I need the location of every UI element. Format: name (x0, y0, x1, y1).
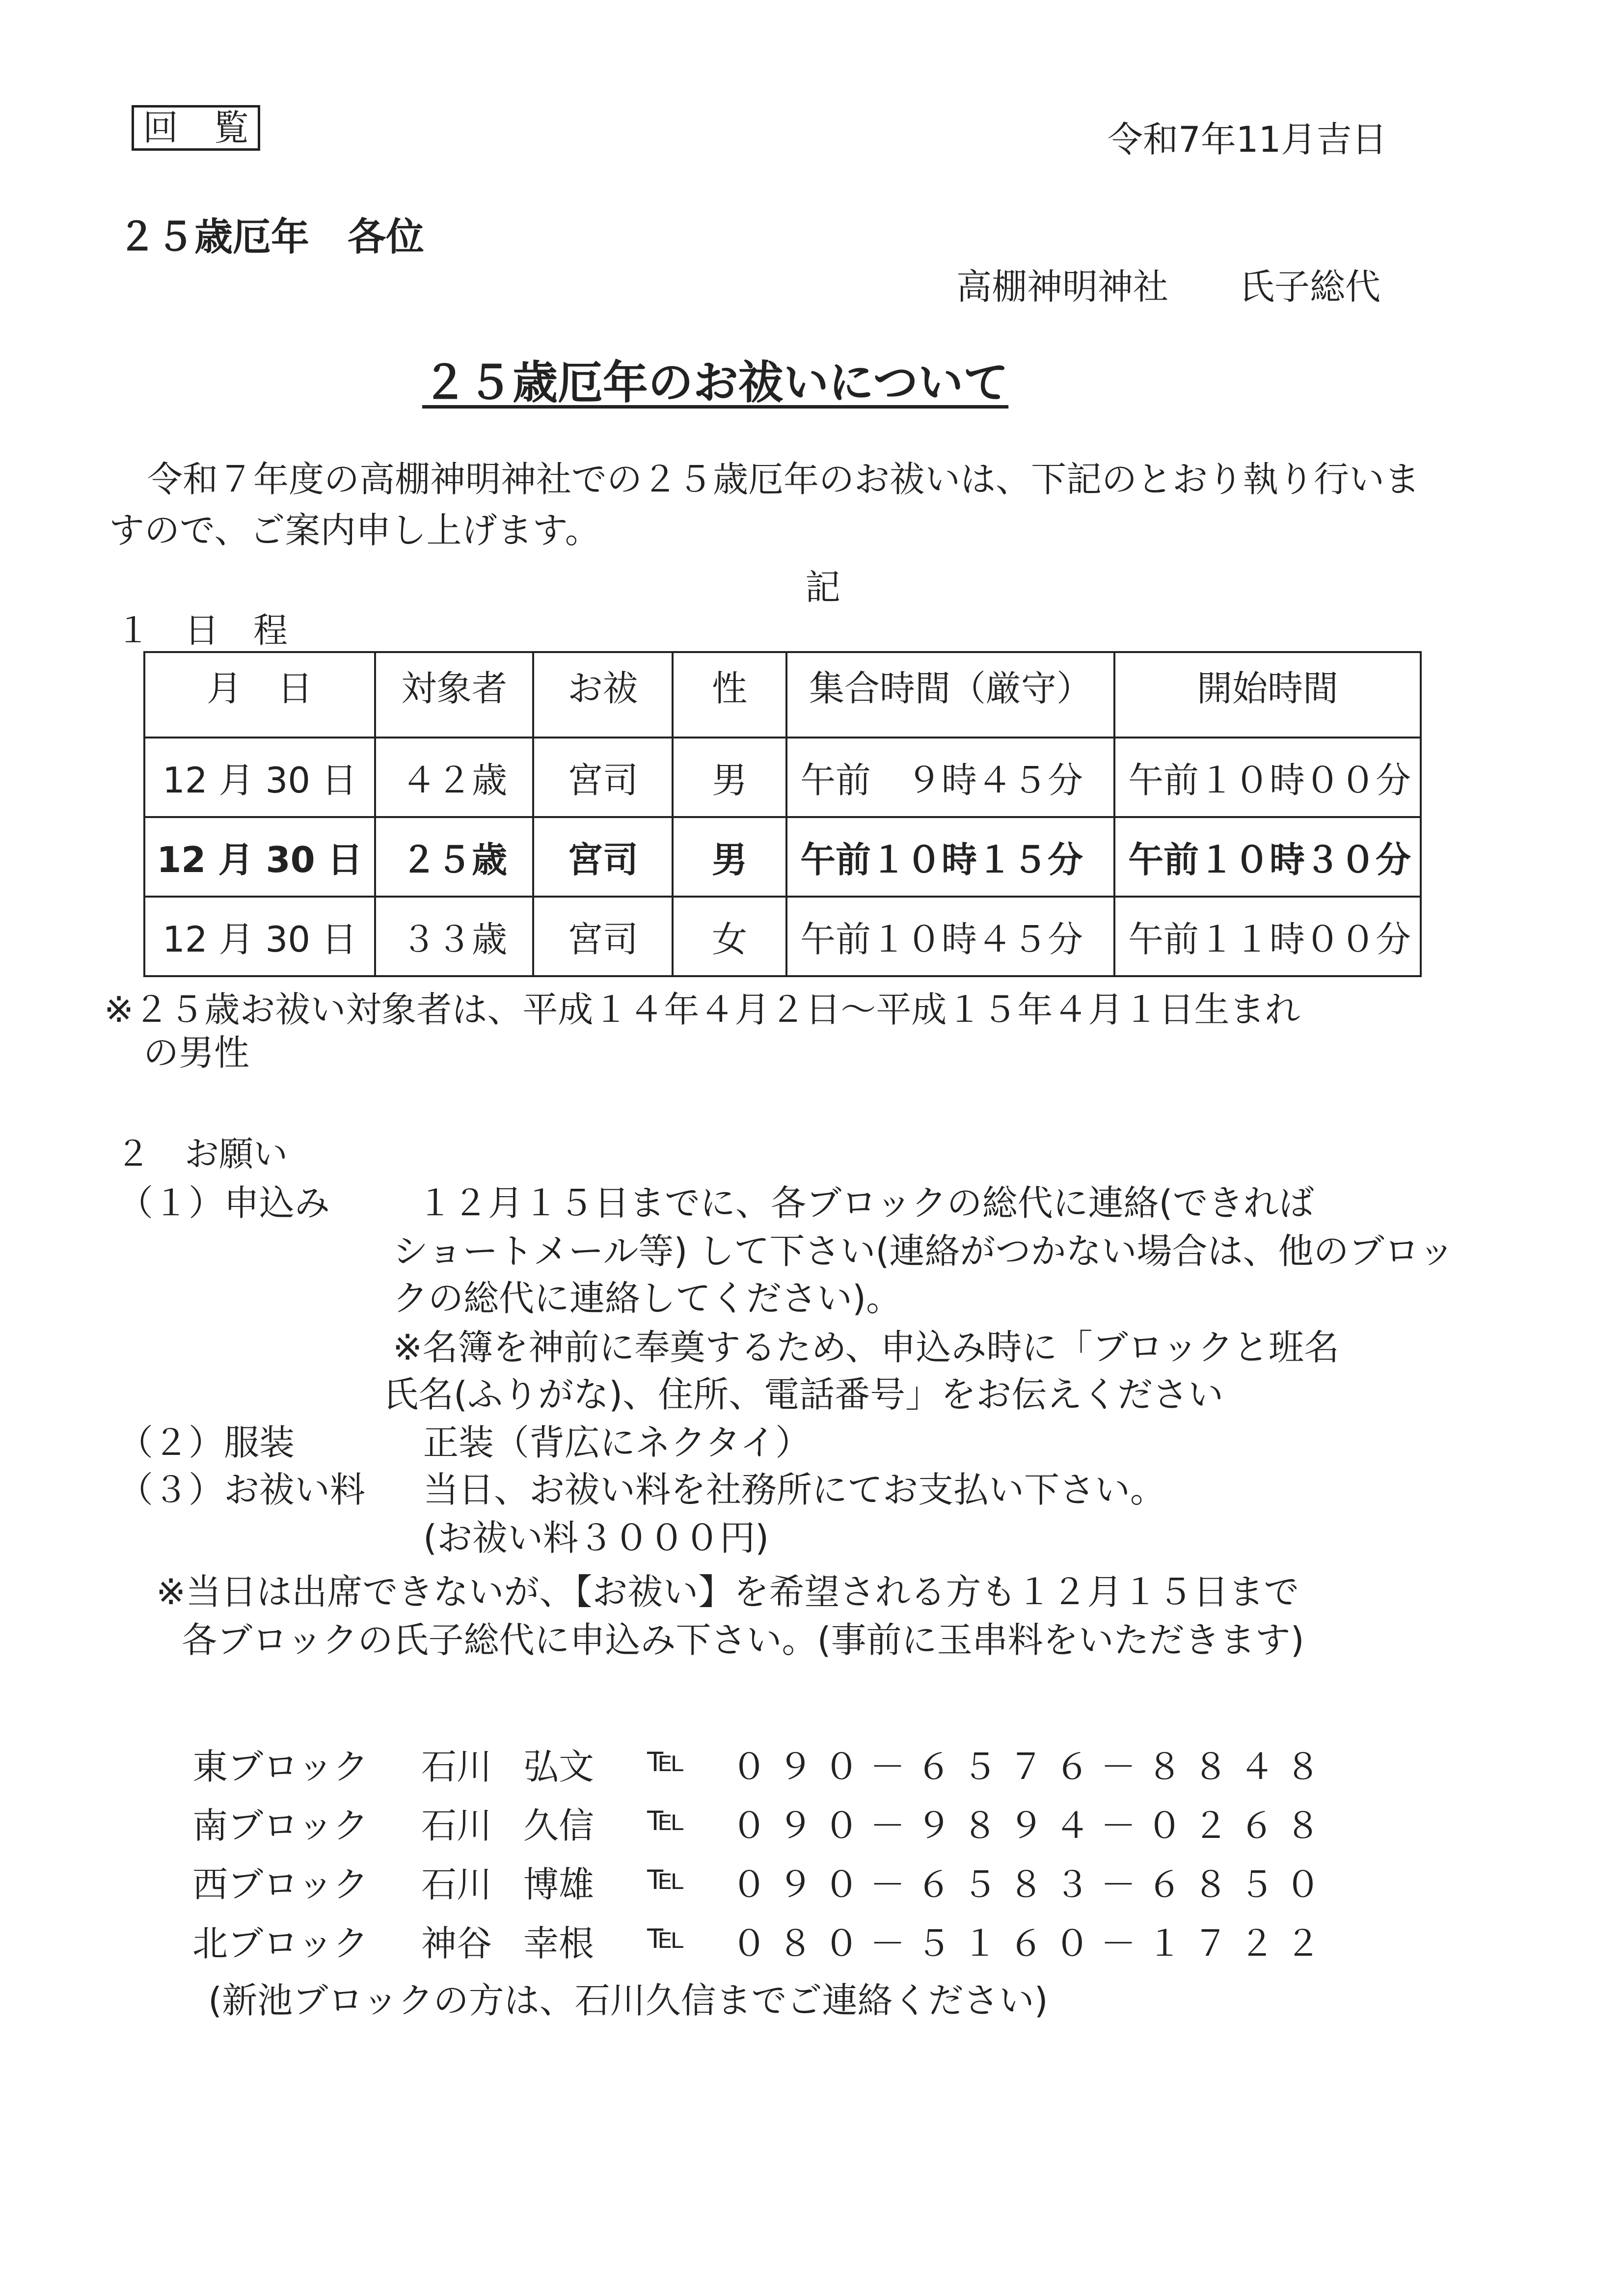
section2-heading: ２ お願い (116, 1134, 288, 1174)
contact-row-south (0, 1797, 1623, 1846)
sender: 高棚神明神社 氏子総代 (956, 266, 1381, 307)
cell-sex: 女 (673, 897, 786, 976)
contact-row-north (0, 1915, 1623, 1964)
circulation-label: 回 覧 (132, 105, 260, 151)
cell-priest: 宮司 (533, 817, 673, 897)
item1-line-1: １２月１５日までに、各ブロックの総代に連絡(できれば (417, 1182, 1314, 1224)
cell-date: 12 月 30 日 (144, 897, 375, 976)
tel-label: ℡ (647, 1797, 685, 1838)
item1-line-4: ※名簿を神前に奉奠するため、申込み時に「ブロックと班名 (393, 1327, 1340, 1368)
addressee: ２５歳厄年 各位 (118, 215, 425, 259)
table-row (144, 738, 1421, 817)
item2-label: （２）服装 (118, 1422, 295, 1463)
tel-label: ℡ (647, 1915, 685, 1956)
cell-gather-time: 午前１０時４５分 (786, 897, 1114, 976)
contact-phone: ０８０－５１６０－１７２２ (731, 1923, 1332, 1964)
contact-phone: ０９０－６５８３－６８５０ (731, 1864, 1332, 1905)
contact-phone: ０９０－９８９４－０２６８ (731, 1805, 1332, 1846)
cell-start-time: 午前１０時００分 (1114, 738, 1421, 817)
item3-line-2: (お祓い料３０００円) (423, 1517, 769, 1558)
contact-surname: 神谷 (421, 1923, 492, 1964)
cell-date: 12 月 30 日 (144, 738, 375, 817)
contact-block: 南ブロック (192, 1805, 369, 1846)
cell-priest: 宮司 (533, 897, 673, 976)
contact-row-west (0, 1856, 1623, 1905)
cell-gather-time: 午前 ９時４５分 (786, 738, 1114, 817)
eligibility-note-line-2: の男性 (143, 1032, 250, 1073)
contact-given-name: 久信 (523, 1805, 595, 1846)
contact-block: 東ブロック (192, 1746, 369, 1787)
page-title: ２５歳厄年のお祓いについて (422, 356, 1009, 409)
cell-sex: 男 (673, 817, 786, 897)
column-header-sex: 性 (673, 652, 786, 738)
contact-block: 北ブロック (192, 1923, 369, 1964)
contacts-note: (新池ブロックの方は、石川久信までご連絡ください) (208, 1980, 1048, 2021)
cell-age: ２５歳 (375, 817, 533, 897)
table-header-row (144, 652, 1421, 738)
notice-line-1: ※当日は出席できないが、【お祓い】を希望される方も１２月１５日まで (156, 1571, 1299, 1613)
contact-block: 西ブロック (192, 1864, 369, 1905)
item2-text: 正装（背広にネクタイ） (423, 1422, 811, 1463)
contact-phone: ０９０－６５７６－８８４８ (731, 1746, 1332, 1787)
column-header-start-time: 開始時間 (1114, 652, 1421, 738)
column-header-gather-time: 集合時間（厳守） (786, 652, 1114, 738)
cell-age: ４２歳 (375, 738, 533, 817)
issue-date: 令和7年11月吉日 (1108, 119, 1387, 160)
item1-line-2: ショートメール等) して下さい(連絡がつかない場合は、他のブロッ (393, 1230, 1455, 1272)
cell-age: ３３歳 (375, 897, 533, 976)
item1-line-5: 氏名(ふりがな)、住所、電話番号」をお伝えください (383, 1374, 1224, 1415)
column-header-target: 対象者 (375, 652, 533, 738)
contact-given-name: 弘文 (523, 1746, 595, 1787)
contact-given-name: 博雄 (523, 1864, 595, 1905)
section1-heading: １ 日 程 (116, 610, 288, 651)
intro-line-1: 令和７年度の高棚神明神社での２５歳厄年のお祓いは、下記のとおり執り行いま (147, 459, 1420, 500)
item3-line-1: 当日、お祓い料を社務所にてお支払い下さい。 (423, 1469, 1166, 1510)
item3-label: （３）お祓い料 (118, 1469, 366, 1510)
cell-priest: 宮司 (533, 738, 673, 817)
item1-line-3: クの総代に連絡してください)。 (393, 1278, 902, 1319)
contact-surname: 石川 (421, 1864, 492, 1905)
intro-line-2: すので、ご案内申し上げます。 (109, 510, 600, 551)
ki-mark: 記 (805, 567, 841, 608)
notice-line-2: 各ブロックの氏子総代に申込み下さい。(事前に玉串料をいただきます) (182, 1619, 1304, 1661)
tel-label: ℡ (647, 1856, 685, 1897)
column-header-date: 月 日 (144, 652, 375, 738)
item1-label: （１）申込み (118, 1182, 330, 1224)
table-row (144, 817, 1421, 897)
tel-label: ℡ (647, 1738, 685, 1779)
cell-date: 12 月 30 日 (144, 817, 375, 897)
schedule-table (143, 651, 1422, 977)
column-header-priest: お祓 (533, 652, 673, 738)
cell-start-time: 午前１０時３０分 (1114, 817, 1421, 897)
cell-start-time: 午前１１時００分 (1114, 897, 1421, 976)
contact-row-east (0, 1738, 1623, 1787)
cell-gather-time: 午前１０時１５分 (786, 817, 1114, 897)
contact-surname: 石川 (421, 1746, 492, 1787)
cell-sex: 男 (673, 738, 786, 817)
eligibility-note-line-1: ※２５歳お祓い対象者は、平成１４年４月２日～平成１５年４月１日生まれ (104, 989, 1300, 1030)
contact-given-name: 幸根 (523, 1923, 595, 1964)
table-row (144, 897, 1421, 976)
contact-surname: 石川 (421, 1805, 492, 1846)
